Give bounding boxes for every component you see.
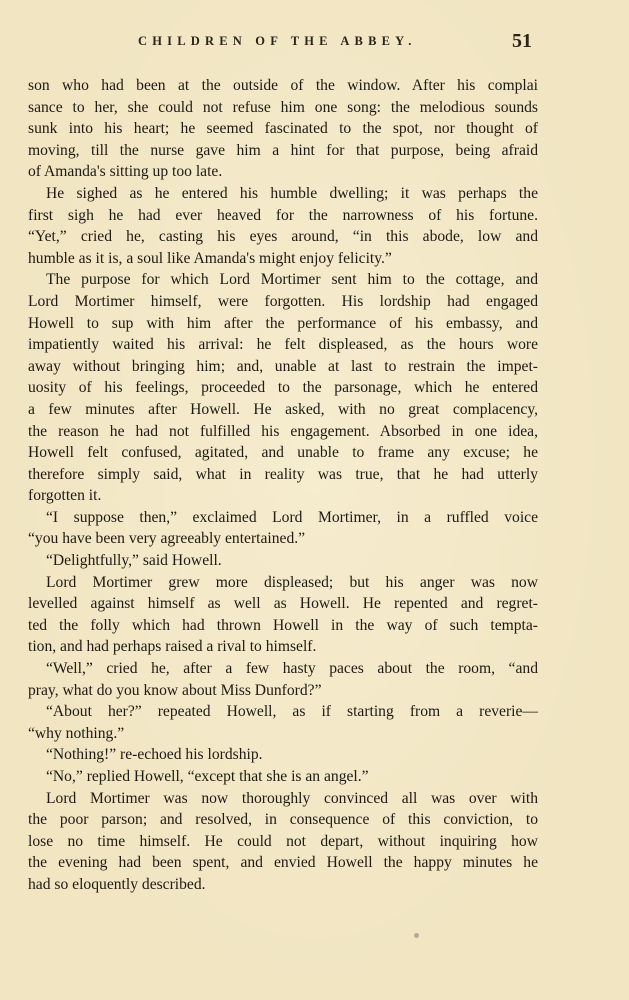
text-line: “Nothing!” re-echoed his lordship. [46, 746, 263, 764]
text-line: He sighed as he entered his humble dwelling; it was perhaps the [46, 184, 538, 202]
running-title: CHILDREN OF THE ABBEY. [138, 34, 417, 48]
text-line: Lord Mortimer himself, were forgotten. His lordship had engaged [28, 292, 538, 310]
text-line: tion, and had perhaps raised a rival to himself. [28, 638, 317, 656]
text-line: a few minutes after Howell. He asked, with no great complacency, [28, 400, 538, 418]
text-line: had so eloquently described. [28, 875, 206, 893]
text-line: “About her?” repeated Howell, as if starting from a reverie— [46, 703, 538, 721]
text-line: sunk into his heart; he seemed fascinated to the spot, nor thought of [28, 120, 538, 138]
text-line: moving, till the nurse gave him a hint for that purpose, being afraid [28, 141, 538, 159]
text-line: “Well,” cried he, after a few hasty paces about the room, “and [46, 660, 538, 678]
text-line: first sigh he had ever heaved for the narrowness of his fortune. [28, 206, 538, 224]
text-line: “I suppose then,” exclaimed Lord Mortimer, in a ruffled voice [46, 508, 538, 526]
text-line: the reason he had not fulfilled his engagement. Absorbed in one idea, [28, 422, 538, 440]
text-line: “Yet,” cried he, casting his eyes around, “in this abode, low and [28, 228, 538, 246]
text-line: impatiently waited his arrival: he felt displeased, as the hours wore [28, 336, 538, 354]
text-line: pray, what do you know about Miss Dunford?” [28, 681, 322, 699]
text-line: lose no time himself. He could not depart, without inquiring how [28, 832, 538, 850]
text-line: son who had been at the outside of the window. After his complai [28, 77, 538, 94]
text-line: Howell felt confused, agitated, and unable to frame any excuse; he [28, 444, 538, 462]
text-line: of Amanda's sitting up too late. [28, 163, 223, 181]
text-line: forgotten it. [28, 487, 102, 505]
text-line: levelled against himself as well as Howell. He repented and regret- [28, 595, 538, 613]
text-line: away without bringing him; and, unable at last to restrain the impet- [28, 357, 538, 375]
paper-speck [414, 933, 419, 938]
running-head [0, 30, 629, 56]
text-line: “Delightfully,” said Howell. [46, 552, 222, 570]
text-line: Lord Mortimer was now thoroughly convinced all was over with [46, 789, 538, 807]
text-line: The purpose for which Lord Mortimer sent him to the cottage, and [46, 271, 538, 289]
text-line: therefore simply said, what in reality was true, that he had utterly [28, 465, 538, 483]
text-line: sance to her, she could not refuse him one song: the melodious sounds [28, 98, 538, 116]
text-line: Lord Mortimer grew more displeased; but his anger was now [46, 573, 538, 591]
text-line: humble as it is, a soul like Amanda's might enjoy felicity.” [28, 249, 392, 267]
text-line: Howell to sup with him after the performance of his embassy, and [28, 314, 538, 332]
body-text [28, 75, 538, 896]
text-line: “why nothing.” [28, 724, 125, 742]
page-number: 51 [512, 30, 532, 52]
text-line: the evening had been spent, and envied Howell the happy minutes he [28, 854, 538, 872]
text-line: the poor parson; and resolved, in consequence of this conviction, to [28, 811, 538, 829]
text-line: “you have been very agreeably entertained.” [28, 530, 306, 548]
text-line: “No,” replied Howell, “except that she is an angel.” [46, 768, 369, 785]
text-line: uosity of his feelings, proceeded to the parsonage, which he entered [28, 379, 538, 397]
text-line: ted the folly which had thrown Howell in the way of such tempta- [28, 616, 538, 634]
